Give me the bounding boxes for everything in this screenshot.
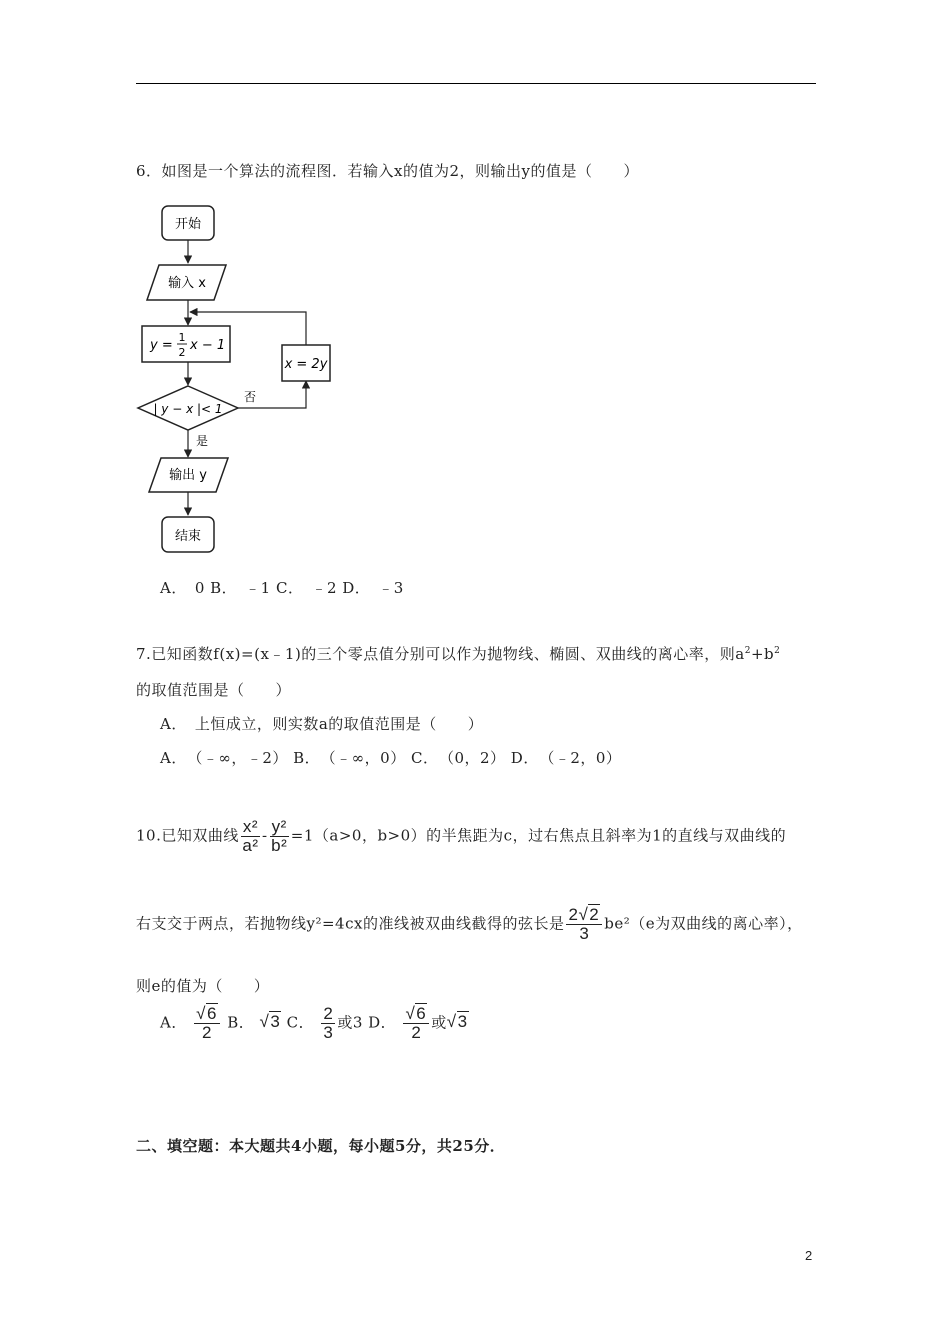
decision-label: | y − x |< 1	[153, 402, 223, 416]
q7-sup-a: 2	[744, 646, 751, 656]
q10-opt-a-value: $\frac{√6}{2}$	[194, 1005, 220, 1042]
q7-stem-line1	[136, 643, 780, 664]
q10-opt-d-value: $\frac{√6}{2}$	[403, 1005, 429, 1042]
start-label: 开始	[174, 217, 202, 232]
q10-opt-c-label: C．	[281, 1013, 315, 1032]
update-label: x = 2y	[284, 357, 328, 372]
q10-opt-b-label: B．	[221, 1013, 255, 1032]
section2-heading: 二、填空题：本大题共4小题，每小题5分，共25分．	[136, 1137, 506, 1155]
q6-stem: 6．如图是一个算法的流程图．若输入x的值为2，则输出y的值是（ ）	[136, 162, 640, 180]
assign-right: x − 1	[190, 338, 226, 353]
q10-line3: 则e的值为（ ）	[136, 977, 270, 995]
q10-options	[160, 1005, 469, 1042]
q7-stem-line3: A． 上恒成立，则实数a的取值范围是（ ）	[160, 715, 484, 733]
yes-label: 是	[196, 434, 209, 448]
q10-minus: -	[262, 826, 268, 845]
assign-frac-num: 1	[178, 331, 186, 344]
q10-opt-b-value: √3	[259, 1012, 281, 1032]
q10-line1	[136, 818, 786, 855]
q7-line1-text: 7.已知函数f(x)=(x﹣1)的三个零点值分别可以作为抛物线、椭圆、双曲线的离心率，则a	[136, 645, 745, 663]
input-label: 输入 x	[168, 276, 206, 291]
q10-line2-pre: 右支交于两点，若抛物线y²=4cx的准线被双曲线截得的弦长是	[136, 914, 565, 933]
q10-opt-a-label: A．	[160, 1013, 187, 1032]
q10-fraction-x: $\frac{\text{x²}}{\text{a²}}$	[242, 817, 259, 855]
q10-opt-d-or: 或	[431, 1013, 447, 1032]
q10-opt-c-post: 或3 D．	[337, 1013, 397, 1032]
flowchart	[130, 200, 350, 560]
q10-prefix: 10.已知双曲线	[136, 826, 239, 845]
output-label: 输出 y	[169, 468, 207, 483]
q10-line2	[136, 906, 803, 943]
q7-options: A． （﹣∞，﹣2） B． （﹣∞，0） C． （0，2） D． （﹣2，0）	[160, 749, 622, 767]
no-label: 否	[244, 390, 257, 404]
q7-plus-b: +b	[750, 645, 775, 663]
q7-stem-line2: 的取值范围是（ ）	[136, 681, 292, 699]
q10-opt-d-value2: √3	[446, 1012, 468, 1032]
q10-fraction-y: $\frac{\text{y²}}{\text{b²}}$	[271, 817, 288, 855]
assign-left: y =	[150, 338, 173, 353]
assign-frac-den: 2	[178, 346, 186, 359]
q6-options: A． 0 B． ﹣1 C． ﹣2 D． ﹣3	[160, 579, 404, 597]
q10-fraction-chord: $\frac{2√2}{3}$	[566, 906, 602, 943]
q10-line2-post: be²（e为双曲线的离心率），	[604, 914, 803, 933]
q10-opt-c-value: $\frac{2}{3}$	[323, 1004, 334, 1042]
end-label: 结束	[174, 529, 202, 544]
q10-suffix: =1（a>0，b>0）的半焦距为c，过右焦点且斜率为1的直线与双曲线的	[290, 826, 787, 845]
q7-sup-b: 2	[774, 646, 781, 656]
header-rule	[136, 83, 816, 84]
page-number: 2	[805, 1248, 813, 1263]
